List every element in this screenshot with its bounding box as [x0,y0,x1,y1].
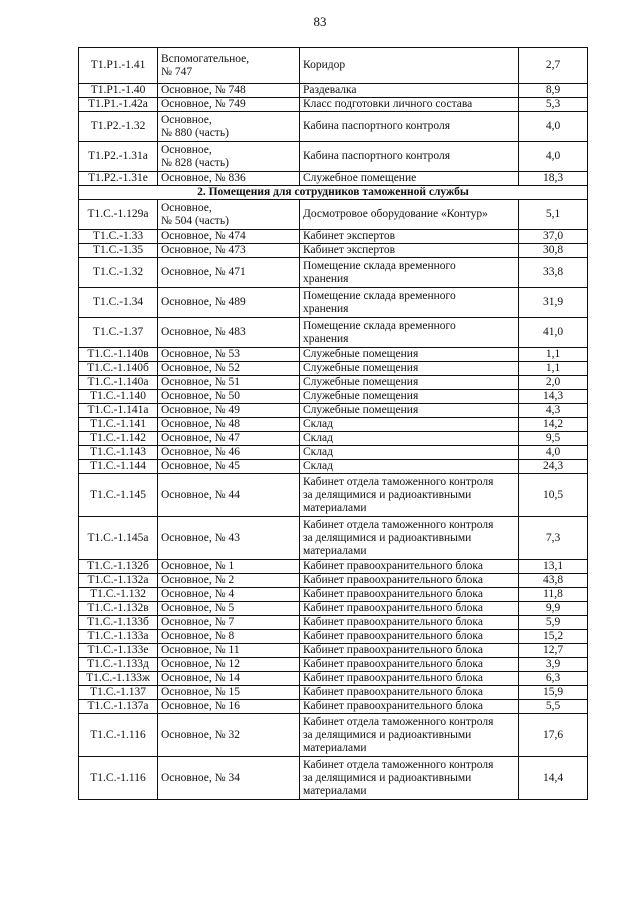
area-cell: 31,9 [519,288,588,318]
table-row [79,616,588,630]
area-cell: 4,0 [519,142,588,172]
premises-type-cell: Основное, № 504 (часть) [158,200,300,230]
area-cell: 5,1 [519,200,588,230]
area-cell: 10,5 [519,474,588,517]
table-row [79,672,588,686]
room-code-cell: Т1.С.-1.132б [79,560,158,574]
table-row [79,714,588,757]
purpose-cell: Склад [300,460,519,474]
premises-type-cell: Основное, № 11 [158,644,300,658]
purpose-cell: Кабинет правоохранительного блока [300,672,519,686]
premises-type-cell: Основное, № 43 [158,517,300,560]
premises-type-cell: Основное, № 12 [158,658,300,672]
area-cell: 15,9 [519,686,588,700]
premises-type-cell: Основное, № 880 (часть) [158,112,300,142]
area-cell: 9,5 [519,432,588,446]
room-code-cell: Т1.С.-1.129а [79,200,158,230]
table-row [79,658,588,672]
area-cell: 33,8 [519,258,588,288]
purpose-cell: Класс подготовки личного состава [300,98,519,112]
purpose-cell: Служебное помещение [300,172,519,186]
premises-type-cell: Основное, № 46 [158,446,300,460]
table-row [79,142,588,172]
page-number: 83 [313,14,327,29]
table-row [79,84,588,98]
purpose-cell: Служебные помещения [300,362,519,376]
area-cell: 24,3 [519,460,588,474]
table-row [79,757,588,800]
area-cell: 5,5 [519,700,588,714]
purpose-cell: Склад [300,446,519,460]
table-row [79,318,588,348]
room-code-cell: Т1.С.-1.133е [79,644,158,658]
purpose-cell: Кабинет правоохранительного блока [300,588,519,602]
area-cell: 41,0 [519,318,588,348]
room-code-cell: Т1.С.-1.32 [79,258,158,288]
room-code-cell: Т1.Р2.-1.32 [79,112,158,142]
premises-type-cell: Основное, № 748 [158,84,300,98]
premises-type-cell: Основное, № 15 [158,686,300,700]
premises-type-cell: Основное, № 828 (часть) [158,142,300,172]
premises-type-cell: Основное, № 473 [158,244,300,258]
room-code-cell: Т1.С.-1.132а [79,574,158,588]
premises-type-cell: Основное, № 32 [158,714,300,757]
premises-type-cell: Основное, № 34 [158,757,300,800]
area-cell: 13,1 [519,560,588,574]
purpose-cell: Кабинет отдела таможенного контроля за делящимися и радиоактивными материалами [300,714,519,757]
premises-type-cell: Основное, № 50 [158,390,300,404]
purpose-cell: Коридор [300,48,519,84]
table-row [79,630,588,644]
room-code-cell: Т1.С.-1.141а [79,404,158,418]
area-cell: 37,0 [519,230,588,244]
area-cell: 18,3 [519,172,588,186]
table-row [79,574,588,588]
room-code-cell: Т1.С.-1.116 [79,714,158,757]
room-code-cell: Т1.С.-1.140в [79,348,158,362]
purpose-cell: Кабинет правоохранительного блока [300,574,519,588]
room-code-cell: Т1.С.-1.116 [79,757,158,800]
area-cell: 5,9 [519,616,588,630]
area-cell: 15,2 [519,630,588,644]
premises-type-cell: Основное, № 48 [158,418,300,432]
room-code-cell: Т1.С.-1.143 [79,446,158,460]
table-row [79,700,588,714]
table-row [79,362,588,376]
premises-type-cell: Основное, № 4 [158,588,300,602]
room-code-cell: Т1.С.-1.145а [79,517,158,560]
premises-type-cell: Основное, № 45 [158,460,300,474]
purpose-cell: Кабинет отдела таможенного контроля за делящимися и радиоактивными материалами [300,517,519,560]
table-row [79,517,588,560]
table-row [79,644,588,658]
area-cell: 17,6 [519,714,588,757]
table-row [79,432,588,446]
purpose-cell: Досмотровое оборудование «Контур» [300,200,519,230]
area-cell: 11,8 [519,588,588,602]
room-code-cell: Т1.Р1.-1.40 [79,84,158,98]
room-code-cell: Т1.С.-1.34 [79,288,158,318]
table-row [79,376,588,390]
table-row [79,288,588,318]
table-row [79,244,588,258]
premises-type-cell: Основное, № 52 [158,362,300,376]
premises-type-cell: Основное, № 44 [158,474,300,517]
premises-type-cell: Основное, № 483 [158,318,300,348]
premises-type-cell: Основное, № 16 [158,700,300,714]
area-cell: 14,2 [519,418,588,432]
table-row [79,172,588,186]
premises-type-cell: Основное, № 489 [158,288,300,318]
room-code-cell: Т1.С.-1.140б [79,362,158,376]
purpose-cell: Кабина паспортного контроля [300,112,519,142]
premises-type-cell: Основное, № 5 [158,602,300,616]
area-cell: 14,3 [519,390,588,404]
room-code-cell: Т1.С.-1.144 [79,460,158,474]
purpose-cell: Помещение склада временного хранения [300,288,519,318]
area-cell: 1,1 [519,362,588,376]
purpose-cell: Кабинет отдела таможенного контроля за делящимися и радиоактивными материалами [300,474,519,517]
purpose-cell: Служебные помещения [300,390,519,404]
purpose-cell: Кабинет правоохранительного блока [300,700,519,714]
area-cell: 30,8 [519,244,588,258]
room-code-cell: Т1.С.-1.137а [79,700,158,714]
purpose-cell: Кабинет правоохранительного блока [300,560,519,574]
area-cell: 4,0 [519,112,588,142]
table-row [79,446,588,460]
purpose-cell: Служебные помещения [300,404,519,418]
purpose-cell: Кабинет правоохранительного блока [300,644,519,658]
table-row [79,200,588,230]
table-row [79,602,588,616]
area-cell: 8,9 [519,84,588,98]
room-code-cell: Т1.С.-1.37 [79,318,158,348]
table-row [79,230,588,244]
table-row [79,560,588,574]
section-header-row [79,186,588,200]
area-cell: 2,0 [519,376,588,390]
area-cell: 4,0 [519,446,588,460]
purpose-cell: Помещение склада временного хранения [300,258,519,288]
table-row [79,48,588,84]
table-row [79,112,588,142]
area-cell: 2,7 [519,48,588,84]
purpose-cell: Кабинет экспертов [300,230,519,244]
premises-type-cell: Основное, № 2 [158,574,300,588]
room-code-cell: Т1.С.-1.132в [79,602,158,616]
room-code-cell: Т1.С.-1.133а [79,630,158,644]
area-cell: 14,4 [519,757,588,800]
purpose-cell: Кабинет правоохранительного блока [300,616,519,630]
table-row [79,474,588,517]
purpose-cell: Кабинет отдела таможенного контроля за делящимися и радиоактивными материалами [300,757,519,800]
room-code-cell: Т1.С.-1.133ж [79,672,158,686]
room-code-cell: Т1.С.-1.141 [79,418,158,432]
purpose-cell: Раздевалка [300,84,519,98]
area-cell: 1,1 [519,348,588,362]
table-row [79,258,588,288]
premises-type-cell: Основное, № 7 [158,616,300,630]
purpose-cell: Кабина паспортного контроля [300,142,519,172]
room-code-cell: Т1.Р1.-1.41 [79,48,158,84]
area-cell: 7,3 [519,517,588,560]
premises-type-cell: Основное, № 1 [158,560,300,574]
purpose-cell: Служебные помещения [300,376,519,390]
table-row [79,390,588,404]
purpose-cell: Кабинет правоохранительного блока [300,658,519,672]
purpose-cell: Кабинет правоохранительного блока [300,630,519,644]
purpose-cell: Кабинет правоохранительного блока [300,602,519,616]
table-row [79,98,588,112]
room-code-cell: Т1.С.-1.137 [79,686,158,700]
premises-type-cell: Основное, № 49 [158,404,300,418]
premises-type-cell: Основное, № 471 [158,258,300,288]
room-code-cell: Т1.С.-1.140 [79,390,158,404]
purpose-cell: Помещение склада временного хранения [300,318,519,348]
room-code-cell: Т1.С.-1.133б [79,616,158,630]
section-title: 2. Помещения для сотрудников таможенной службы [79,186,588,200]
premises-type-cell: Основное, № 53 [158,348,300,362]
area-cell: 3,9 [519,658,588,672]
table-row [79,460,588,474]
premises-type-cell: Основное, № 474 [158,230,300,244]
purpose-cell: Кабинет экспертов [300,244,519,258]
premises-table [78,47,588,800]
room-code-cell: Т1.С.-1.33 [79,230,158,244]
purpose-cell: Кабинет правоохранительного блока [300,686,519,700]
room-code-cell: Т1.С.-1.132 [79,588,158,602]
premises-type-cell: Основное, № 14 [158,672,300,686]
room-code-cell: Т1.Р1.-1.42а [79,98,158,112]
room-code-cell: Т1.Р2.-1.31а [79,142,158,172]
premises-type-cell: Основное, № 836 [158,172,300,186]
area-cell: 5,3 [519,98,588,112]
premises-type-cell: Вспомогательное, № 747 [158,48,300,84]
table-row [79,348,588,362]
area-cell: 43,8 [519,574,588,588]
area-cell: 12,7 [519,644,588,658]
room-code-cell: Т1.С.-1.145 [79,474,158,517]
premises-table-body [79,48,588,800]
premises-type-cell: Основное, № 47 [158,432,300,446]
premises-type-cell: Основное, № 51 [158,376,300,390]
table-row [79,404,588,418]
purpose-cell: Склад [300,418,519,432]
premises-type-cell: Основное, № 8 [158,630,300,644]
room-code-cell: Т1.Р2.-1.31е [79,172,158,186]
room-code-cell: Т1.С.-1.35 [79,244,158,258]
room-code-cell: Т1.С.-1.142 [79,432,158,446]
table-row [79,686,588,700]
room-code-cell: Т1.С.-1.140а [79,376,158,390]
table-row [79,418,588,432]
purpose-cell: Служебные помещения [300,348,519,362]
area-cell: 9,9 [519,602,588,616]
room-code-cell: Т1.С.-1.133д [79,658,158,672]
purpose-cell: Склад [300,432,519,446]
premises-type-cell: Основное, № 749 [158,98,300,112]
table-row [79,588,588,602]
area-cell: 6,3 [519,672,588,686]
area-cell: 4,3 [519,404,588,418]
